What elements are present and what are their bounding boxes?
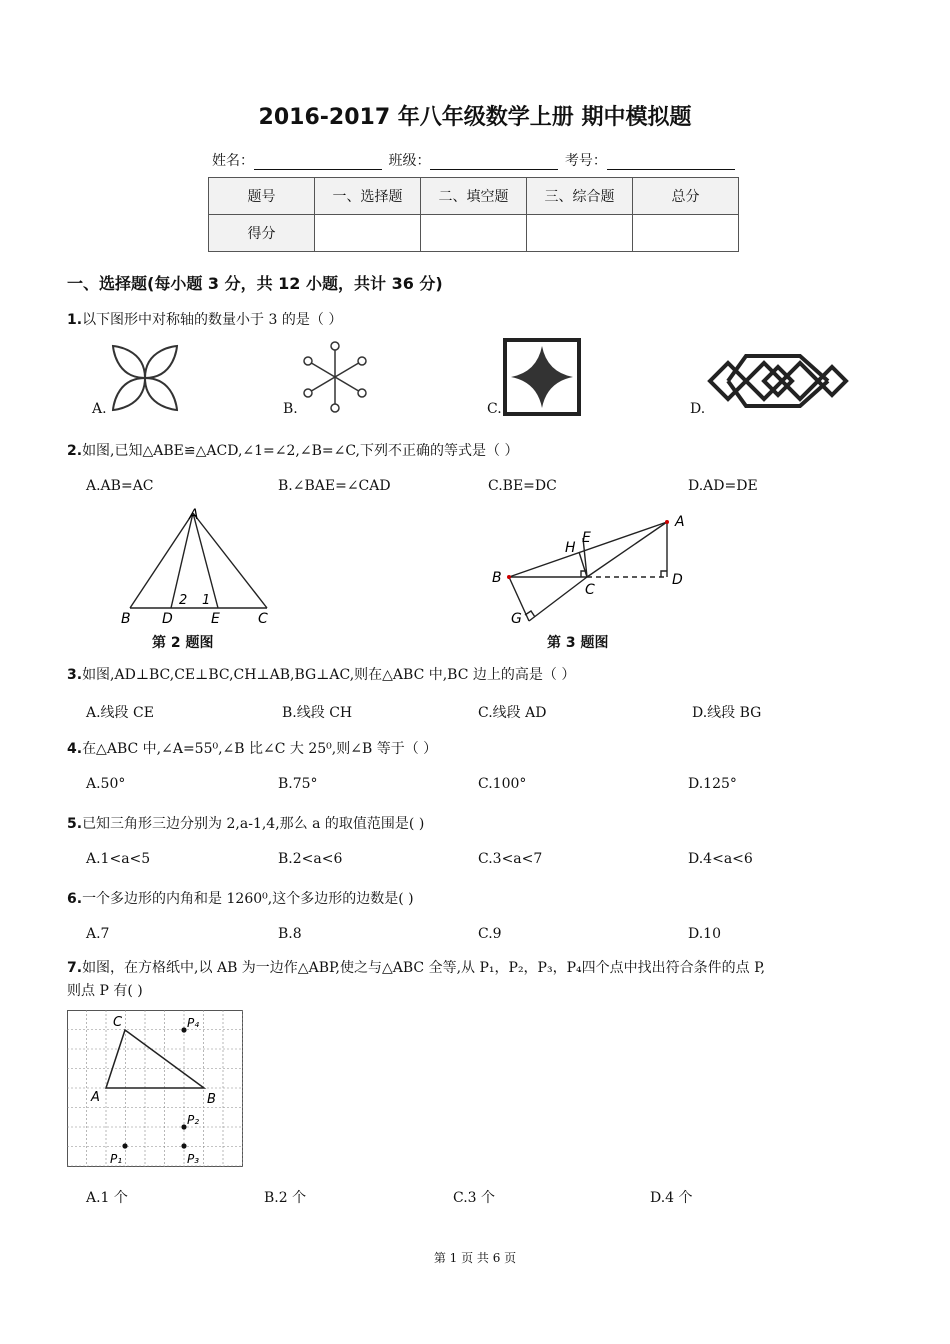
score-cell (421, 215, 527, 252)
question-number: 1. (67, 312, 83, 328)
option-label: C. (487, 401, 502, 417)
figure-q2-triangle (115, 505, 285, 630)
question-number: 2. (67, 443, 83, 459)
figure-star-square (503, 338, 581, 416)
label-P1: P₁ (110, 1152, 123, 1166)
score-cell (315, 215, 421, 252)
option-b: B.2<a<6 (278, 851, 343, 867)
option-d: D.4 个 (650, 1190, 693, 1206)
question-text: 已知三角形三边分别为 2,a-1,4,那么 a 的取值范围是( ) (82, 816, 425, 832)
score-header-cell: 三、综合题 (527, 178, 633, 215)
option-a: A.AB=AC (86, 478, 154, 494)
option-c: C.3<a<7 (478, 851, 543, 867)
score-header-cell: 一、选择题 (315, 178, 421, 215)
option-a: A.50° (86, 776, 126, 792)
question-7 (67, 957, 765, 977)
label-B: B (121, 611, 131, 627)
option-a: A.线段 CE (86, 705, 154, 721)
option-a: A.1 个 (86, 1190, 128, 1206)
question-4 (67, 738, 437, 758)
label-A: A (91, 1090, 100, 1105)
question-number: 4. (67, 741, 83, 757)
option-d: D.AD=DE (688, 478, 758, 494)
score-table-header-row (209, 178, 739, 215)
question-1 (67, 309, 342, 329)
page-title: 2016-2017 年八年级数学上册 期中模拟题 (258, 105, 692, 130)
option-c: C.3 个 (453, 1190, 496, 1206)
score-header-cell: 总分 (633, 178, 739, 215)
figure-q3-triangle (487, 508, 692, 630)
question-2 (67, 440, 518, 460)
score-cell (633, 215, 739, 252)
figure-linked-diamonds (706, 350, 851, 412)
class-blank[interactable] (430, 155, 558, 170)
option-d: D.线段 BG (692, 705, 762, 721)
label-angle-1: 1 (202, 593, 211, 608)
option-a: A.1<a<5 (86, 851, 151, 867)
option-d: D.10 (688, 926, 721, 942)
name-label: 姓名： (212, 153, 254, 169)
question-text: 如图,已知△ABE≌△ACD,∠1=∠2,∠B=∠C,下列不正确的等式是（ ） (82, 443, 519, 459)
question-7-line2: 则点 P 有( ) (67, 983, 143, 999)
option-b: B.75° (278, 776, 318, 792)
label-B: B (492, 570, 502, 586)
question-text: 在△ABC 中,∠A=55⁰,∠B 比∠C 大 25⁰,则∠B 等于（ ） (82, 741, 438, 757)
page-footer: 第 1 页 共 6 页 (433, 1251, 517, 1265)
option-c: C.100° (478, 776, 527, 792)
score-header-cell: 题号 (209, 178, 315, 215)
section-title: 一、选择题(每小题 3 分，共 12 小题，共计 36 分) (67, 274, 443, 293)
figure-four-petal (105, 338, 185, 418)
option-a: A.7 (86, 926, 110, 942)
label-P2: P₂ (187, 1113, 200, 1127)
option-d: D.4<a<6 (688, 851, 753, 867)
question-number: 3. (67, 667, 83, 683)
question-3 (67, 664, 575, 684)
score-header-cell: 二、填空题 (421, 178, 527, 215)
label-D: D (672, 572, 683, 588)
label-B: B (207, 1092, 216, 1107)
question-number: 6. (67, 891, 83, 907)
option-label: D. (690, 401, 706, 417)
option-label: A. (92, 401, 107, 417)
label-H: H (565, 540, 576, 556)
exam-no-label: 考号： (564, 153, 607, 169)
question-text: 如图，在方格纸中,以 AB 为一边作△ABP,使之与△ABC 全等,从 P₁，P₂，P₃，P₄四个点中找出符合条件的点 P, (82, 960, 766, 976)
question-6 (67, 888, 414, 908)
figure-six-spoke (298, 340, 372, 414)
class-label: 班级： (388, 153, 431, 169)
label-D: D (162, 611, 173, 627)
option-b: B.线段 CH (282, 705, 353, 721)
label-E: E (582, 530, 591, 546)
label-A: A (189, 507, 199, 523)
option-c: C.BE=DC (488, 478, 557, 494)
option-d: D.125° (688, 776, 737, 792)
question-number: 5. (67, 816, 83, 832)
figure-q7-grid (67, 1010, 244, 1168)
figure-2-caption: 第 2 题图 (152, 635, 214, 651)
question-5 (67, 813, 424, 833)
label-P4: P₄ (187, 1016, 200, 1030)
option-label: B. (283, 401, 298, 417)
question-number: 7. (67, 960, 83, 976)
question-text: 以下图形中对称轴的数量小于 3 的是（ ） (82, 312, 343, 328)
label-angle-2: 2 (179, 593, 188, 608)
option-c: C.线段 AD (478, 705, 547, 721)
figure-3-caption: 第 3 题图 (547, 635, 609, 651)
question-text: 一个多边形的内角和是 1260⁰,这个多边形的边数是( ) (82, 891, 414, 907)
option-b: B.8 (278, 926, 302, 942)
student-info (212, 150, 737, 170)
label-C: C (113, 1015, 123, 1030)
name-blank[interactable] (254, 155, 382, 170)
option-b: B.∠BAE=∠CAD (278, 478, 391, 494)
label-C: C (585, 582, 595, 598)
label-E: E (211, 611, 220, 627)
score-row-label: 得分 (209, 215, 315, 252)
score-cell (527, 215, 633, 252)
exam-no-blank[interactable] (607, 155, 735, 170)
question-text: 如图,AD⊥BC,CE⊥BC,CH⊥AB,BG⊥AC,则在△ABC 中,BC 边上的高是（ ） (82, 667, 576, 683)
score-table (208, 177, 739, 252)
option-b: B.2 个 (264, 1190, 307, 1206)
label-G: G (511, 611, 522, 627)
label-A: A (675, 514, 685, 530)
label-C: C (258, 611, 268, 627)
score-table-row (209, 215, 739, 252)
option-c: C.9 (478, 926, 502, 942)
label-P3: P₃ (187, 1152, 200, 1166)
